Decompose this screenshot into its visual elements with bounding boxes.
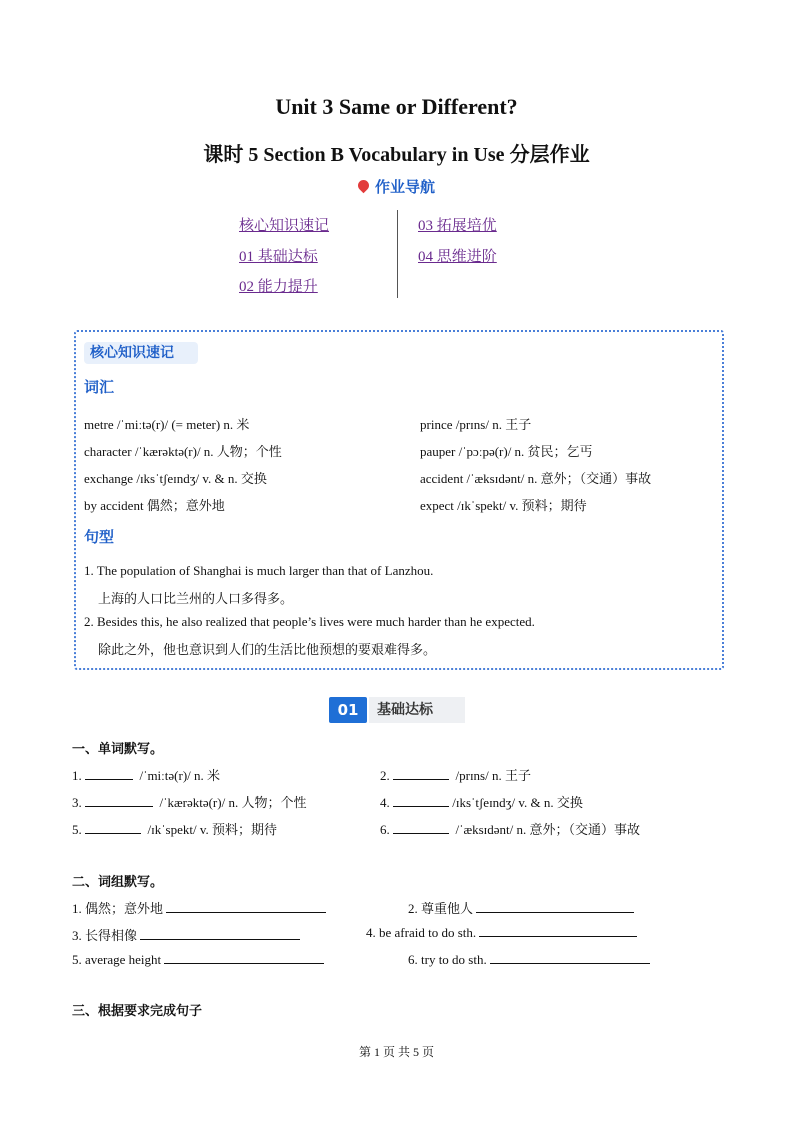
- answer-blank[interactable]: [476, 901, 634, 913]
- part1-heading: 一、单词默写。: [72, 742, 164, 757]
- answer-blank[interactable]: [490, 952, 650, 964]
- vocab-item: by accident 偶然；意外地: [84, 498, 225, 513]
- nav-link-thinking[interactable]: 04 思维进阶: [418, 249, 497, 265]
- item-text: 1. 偶然；意外地: [72, 901, 164, 916]
- nav-link-ability[interactable]: 02 能力提升: [239, 279, 318, 295]
- item-text: 4. be afraid to do sth.: [366, 925, 477, 940]
- exercise-item: [366, 925, 637, 941]
- item-text: 2. 尊重他人: [408, 901, 474, 916]
- item-text: /ˈmiːtə(r)/ n. 米: [139, 768, 221, 783]
- vocab-item: exchange /ɪksˈtʃeɪndʒ/ v. & n. 交换: [84, 471, 267, 486]
- sentence-en: 1. The population of Shanghai is much larger than that of Lanzhou.: [84, 563, 434, 578]
- answer-blank[interactable]: [166, 901, 326, 913]
- item-number: 2.: [380, 768, 390, 783]
- item-text: 6. try to do sth.: [408, 952, 487, 967]
- exercise-item: [72, 952, 324, 968]
- item-text: 3. 长得相像: [72, 928, 138, 943]
- exercise-item: [72, 898, 326, 917]
- item-number: 6.: [380, 822, 390, 837]
- section-number: 01: [329, 697, 367, 723]
- item-text: /ˈkærəktə(r)/ n. 人物；个性: [159, 795, 307, 810]
- item-text: /ˈæksɪdənt/ n. 意外；（交通）事故: [455, 822, 641, 837]
- item-text: /prɪns/ n. 王子: [455, 768, 531, 783]
- exercise-item: [72, 925, 300, 944]
- answer-blank[interactable]: [393, 768, 449, 780]
- item-number: 3.: [72, 795, 82, 810]
- location-pin-icon: [356, 178, 372, 194]
- sentence-zh: 上海的人口比兰州的人口多得多。: [98, 591, 294, 606]
- vocab-item: accident /ˈæksɪdənt/ n. 意外；（交通）事故: [420, 471, 652, 486]
- exercise-item: [408, 898, 634, 917]
- exercise-item: [72, 792, 306, 811]
- page-footer: 第 1 页 共 5 页: [358, 1045, 434, 1059]
- nav-link-core-knowledge[interactable]: 核心知识速记: [239, 218, 330, 234]
- vocab-heading: 词汇: [84, 378, 115, 396]
- vocab-item: character /ˈkærəktə(r)/ n. 人物；个性: [84, 444, 282, 459]
- sentence-en: 2. Besides this, he also realized that people’s lives were much harder than he expected.: [84, 614, 535, 629]
- section-badge: [329, 697, 465, 723]
- nav-divider: [397, 210, 398, 298]
- item-number: 4.: [380, 795, 390, 810]
- nav-heading: [0, 176, 793, 197]
- exercise-item: [72, 765, 220, 784]
- exercise-item: [72, 819, 277, 838]
- answer-blank[interactable]: [393, 822, 449, 834]
- answer-blank[interactable]: [479, 925, 637, 937]
- answer-blank[interactable]: [140, 928, 300, 940]
- item-number: 5.: [72, 822, 82, 837]
- answer-blank[interactable]: [164, 952, 324, 964]
- vocab-item: pauper /ˈpɔːpə(r)/ n. 贫民；乞丐: [420, 444, 593, 459]
- exercise-item: [380, 765, 531, 784]
- answer-blank[interactable]: [393, 795, 449, 807]
- exercise-item: [380, 819, 640, 838]
- item-text: /ɪksˈtʃeɪndʒ/ v. & n. 交换: [452, 795, 583, 810]
- document-subtitle: 课时 5 Section B Vocabulary in Use 分层作业: [203, 144, 590, 166]
- nav-link-basic[interactable]: 01 基础达标: [239, 249, 318, 265]
- knowledge-tag: 核心知识速记: [84, 342, 198, 364]
- item-text: /ɪkˈspekt/ v. 预料；期待: [147, 822, 278, 837]
- document-title: Unit 3 Same or Different?: [275, 94, 518, 119]
- vocab-item: expect /ɪkˈspekt/ v. 预料；期待: [420, 498, 587, 513]
- vocab-item: prince /prɪns/ n. 王子: [420, 417, 532, 432]
- section-label: 基础达标: [369, 697, 465, 723]
- nav-heading-label: 作业导航: [374, 178, 435, 196]
- item-text: 5. average height: [72, 952, 162, 967]
- vocab-item: metre /ˈmiːtə(r)/ (= meter) n. 米: [84, 417, 250, 432]
- part3-heading: 三、根据要求完成句子: [72, 1004, 203, 1019]
- sentence-heading: 句型: [84, 528, 115, 546]
- answer-blank[interactable]: [85, 795, 153, 807]
- exercise-item: [408, 952, 650, 968]
- sentence-zh: 除此之外，他也意识到人们的生活比他预想的要艰难得多。: [98, 642, 437, 657]
- exercise-item: [380, 792, 583, 811]
- part2-heading: 二、词组默写。: [72, 875, 164, 890]
- answer-blank[interactable]: [85, 768, 133, 780]
- nav-link-extension[interactable]: 03 拓展培优: [418, 218, 497, 234]
- item-number: 1.: [72, 768, 82, 783]
- answer-blank[interactable]: [85, 822, 141, 834]
